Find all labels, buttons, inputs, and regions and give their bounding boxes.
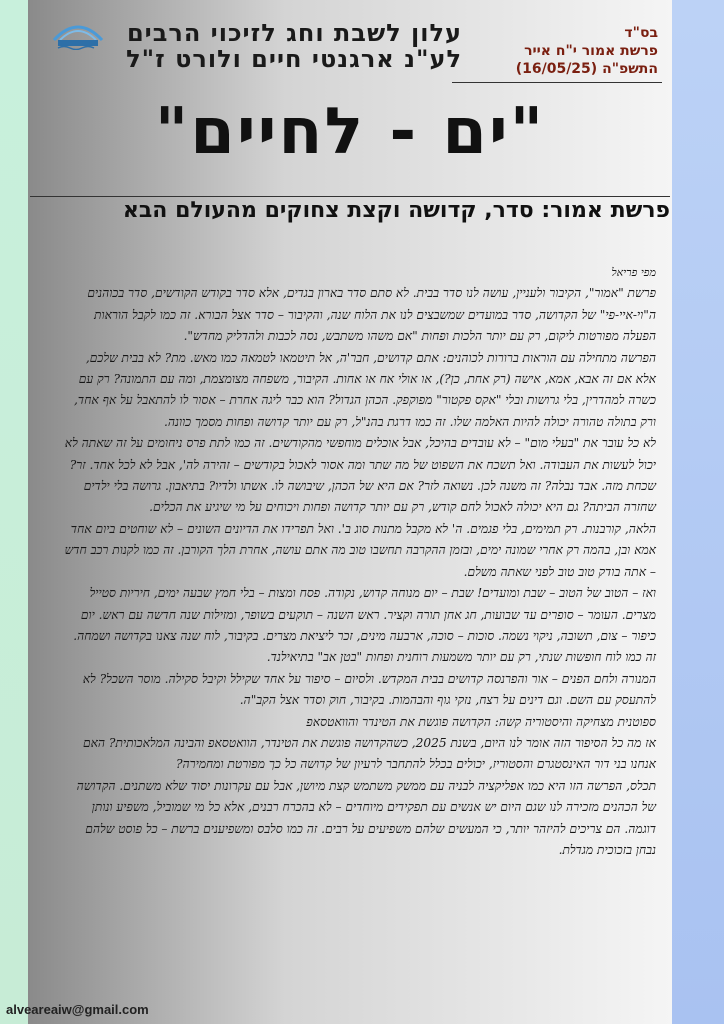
masthead-title: "ים - לחיים" [154,95,546,169]
paragraph: המנורה ולחם הפנים – אור והפרנסה קדושים בבית המקדש. ולסיום – סיפור על אחד שקילל וקיבל סקילה. מוסר השכל? לא להתעסק עם השם. וגם דינים על רצח, נזקי גוף והבהמות. בקיבור, חוק וסדר אצל הקב"ה. [82,671,656,708]
contact-email[interactable]: alveareaiw@gmail.com [6,1002,149,1017]
newsletter-title-line1: עלון לשבת וחג לזיכוי הרבים [126,19,462,47]
header [28,14,672,84]
right-color-band [672,0,724,1024]
article-author: מפי פריאל [611,266,656,279]
newsletter-title-line2: לע"נ ארגנטי חיים ולורט ז"ל [126,45,462,73]
date-divider [452,82,662,83]
date-block [458,24,658,78]
paragraph: ואז – הטוב של הטוב – שבת ומועדים! שבת – יום מנוחה קדוש, נקודה. פסח ומצות – בלי חמץ שבעה ימים, חיריות סטייל מצרים. העומר – סופרים עד שבועות, חג אחן תורה וקציר. ראש השנה – תוקעים בשופר, ומזילות שנה חדשה עם ראש. יום כיפור – צום, תשובה, ניקוי נשמה. סוכות – סוכה, ארבעה מינים, זכר ליציאת מצרים. בקיבור, לוח שנה צאנו בקדושה ושמחה. זה כמו לוח חופשות שנתי, רק עם יותר משמעות רוחנית ופחות "בטן אב" בתיאילנד. [73,586,656,665]
date-line3: התשפ"ה (16/05/25) [515,61,658,77]
paragraph: תכלס, הפרשה הזו היא כמו אפליקציה לבניה עם ממשק משתמש קצת מיושן, אבל עם עקרונות יסוד שלא משתנים. הקדושה של הכהנים מזכירה לנו שגם היום יש אנשים עם תפקידים מיוחדים – לא בהכרח רבנים, אלא כל מי שמוביל, משפיע ונותן דוגמה. הם צריכים להיזהר יותר, כי המעשים שלהם משפיעים על רבים. זה כמו סלבס ומשפיענים ברשת – כל פוסט שלהם נבחן בזכוכית מגדלת. [76,778,656,857]
paragraph: הלאה, קורבנות. רק תמימים, בלי פגמים. ה' לא מקבל מתנות סוג ב'. ואל תפרידו את הדיונים השונים – לא שוחטים ביום אחד אמא ובן, בהמה רק אחרי שמונה ימים, ובזמן ההקרבה תחשבו טוב מה אתם עושה, אחרת הלך הקורבן. זה כמו לקנות רכב חדש – אתה בודק טוב טוב לפני שאתה משלם. [64,521,656,579]
article-body [64,262,656,861]
date-line1: בס"ד [624,25,658,41]
left-color-band [0,0,30,1024]
newsletter-page [28,0,672,1024]
paragraph: לא כל עובר את "בעלי מום" – לא עובדים בהיכל, אבל אוכלים מוחפשי מהקודשים. זה כמו לתת פרס ניחומים על זה שאתה לא יכול לעשות את העבודה. ואל תשכח את השפוט של מה שתר ומה אסור לאכול בקודשים – זהירה לה', אבל לא לכל אחד. זר? שכחת מזה. אבד נבלה? זה משנה לכן. נשואה לזר? אם היא של הכהן, שיבושה לו. אשתו ולדיו? בתיאבון. גרושה בלי ילדים שחזרה הביתה? גם היא יכולה לאכול לחם קודש, רק עם יותר קדושה ופחות ויכוחים על מי שיגיע את הכלים. [64,436,656,515]
paragraph: ספוטנית מצחיקה והיסטוריה קשה: הקדושה פוגשת את הטינדר והוואטסאפ [306,714,656,729]
title-divider [30,196,670,197]
article-title: פרשת אמור: סדר, קדושה וקצת צחוקים מהעולם הבא [122,198,670,223]
paragraph: אז מה כל הסיפור הזה אומר לנו היום, בשנת 2025, כשהקדושה פוגשת את הטינדר, הוואטסאפ והבינה המלאכותית? האם אנחנו בני דור האינסטגרם והסטוריז, יכולים בכלל להתחבר לרעיון של קדושה כל כך מפורטת ומחמירה? [82,735,656,772]
paragraph: פרשת "אמור", הקיבור ולעניין, עושה לנו סדר בבית. לא סתם סדר בארון בגדים, אלא סדר בקודש הקודשים, סדר בכוהנים ה"וי-איי-פי" של הקדושה, סדר במועדים שמשבצים לנו את הלוח שנה, והקיבור – סדר אצל הבורא. זה כמו לקבל הוראות הפעלה מפורטות ליקום, רק עם יותר הלכות ופחות "אם משהו משתבש, נסה לכבות ולהדליק מחדש". [87,286,656,344]
newsletter-title [62,20,462,72]
paragraph: הפרשה מתחילה עם הוראות ברורות לכוהנים: אתם קדושים, חבר'ה, אל תיטמאו לטמאה כמו מאש. מת? לא בבית שלכם, אלא אם זה אבא, אמא, אישה (רק אחת, כן?), או אולי אח או אחות. הקיבור, משפחה מצומצמת, ומה עם התמונה? רק עם כשרה למהדרין, בלי גרושות ובלי "אקס פקטור" מפוקפק. הכהן הגדול? הוא כבר ליגה אחרת – אסור לו להתאבל על אף אחד, ורק בתולה טהורה יכולה להיות האלמה שלו. זה כמו דרגת בהנ"ל, רק עם יותר קדושה ופחות מסמך כוונה. [74,350,656,429]
date-line2: פרשת אמור י"ח אייר [524,43,658,59]
